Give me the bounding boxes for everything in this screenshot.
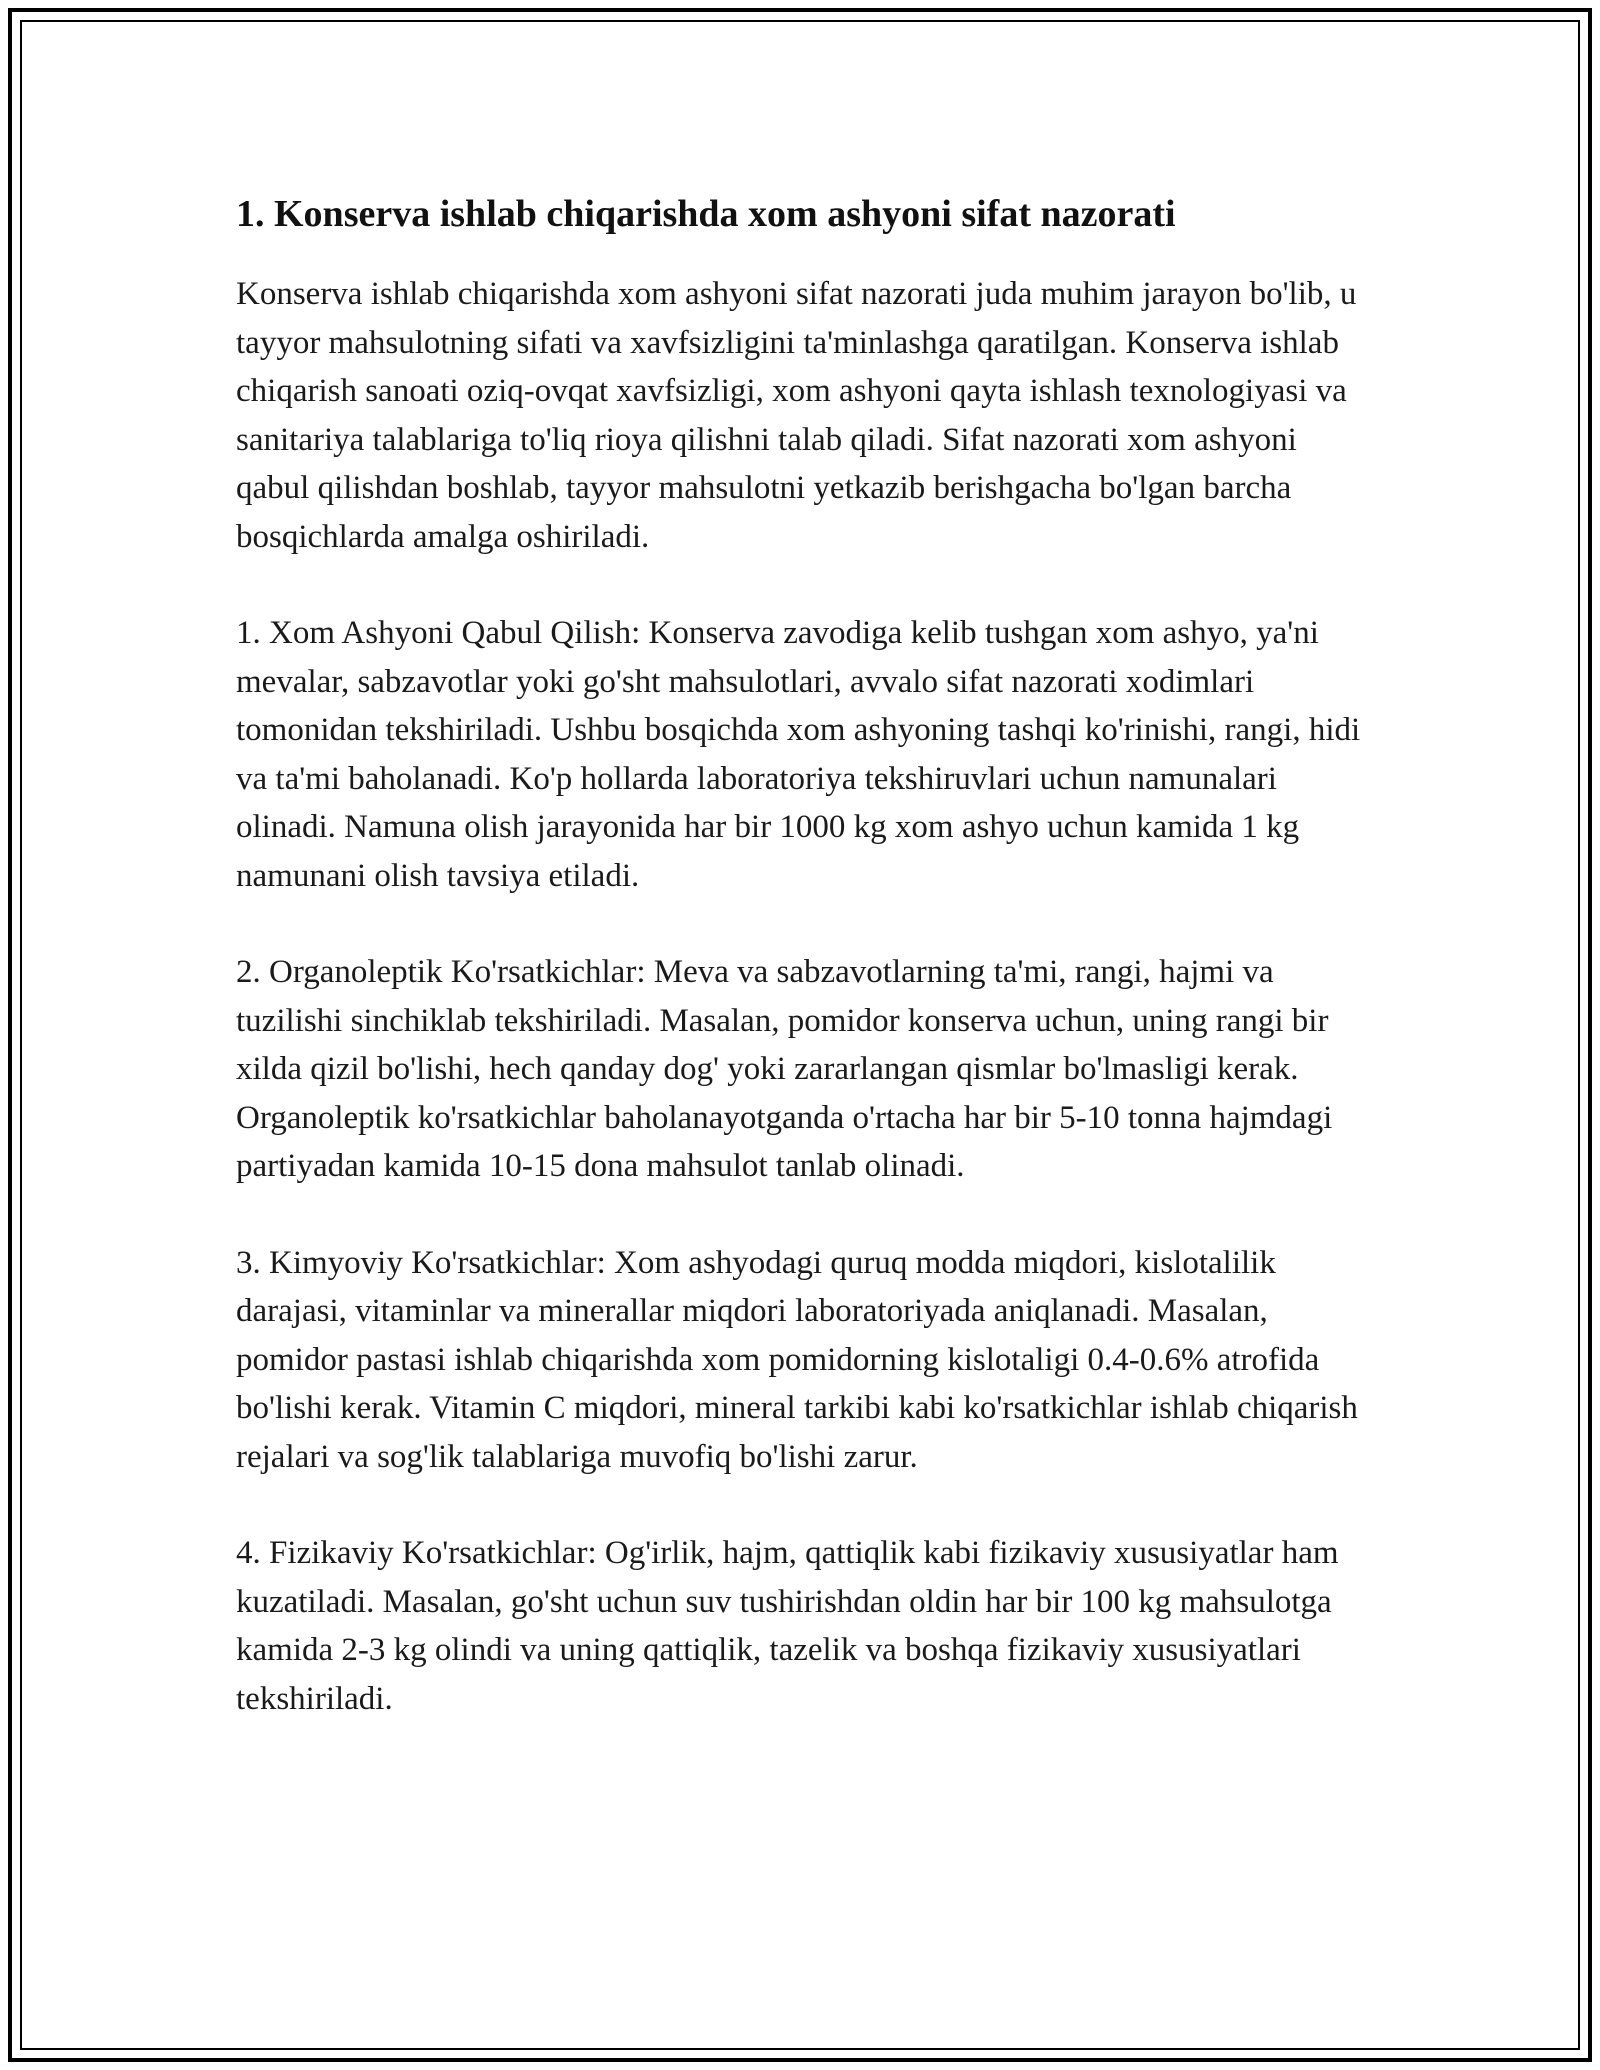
section-raw-material-intake: 1. Xom Ashyoni Qabul Qilish: Konserva zavodiga kelib tushgan xom ashyo, ya'ni mevalar, sabzavotlar yoki go'sht mahsulotlari, avvalo sifat nazorati xodimlari tomonidan tekshiriladi. Ushbu bosqichda xom ashyoning tashqi ko'rinishi, rangi, hidi va ta'mi baholanadi. Ko'p hollarda laboratoriya tekshiruvlari uchun namunalari olinadi. Namuna olish jarayonida har bir 1000 kg xom ashyo uchun kamida 1 kg namunani olish tavsiya etiladi.: [236, 615, 1361, 894]
section-organoleptic-indicators: 2. Organoleptik Ko'rsatkichlar: Meva va sabzavotlarning ta'mi, rangi, hajmi va tuzilishi sinchiklab tekshiriladi. Masalan, pomidor konserva uchun, uning rangi bir xilda qizil bo'lishi, hech qanday dog' yoki zararlangan qismlar bo'lmasligi kerak. Organoleptik ko'rsatkichlar baholanayotganda o'rtacha har bir 5-10 tonna hajmdagi partiyadan kamida 10-15 dona mahsulot tanlab olinadi.: [236, 954, 1333, 1184]
intro-paragraph: Konserva ishlab chiqarishda xom ashyoni sifat nazorati juda muhim jarayon bo'lib, u tayyor mahsulotning sifati va xavfsizligini ta'minlashga qaratilgan. Konserva ishlab chiqarish sanoati oziq-ovqat xavfsizligi, xom ashyoni qayta ishlash texnologiyasi va sanitariya talablariga to'liq rioya qilishni talab qiladi. Sifat nazorati xom ashyoni qabul qilishdan boshlab, tayyor mahsulotni yetkazib berishgacha bo'lgan barcha bosqichlarda amalga oshiriladi.: [236, 276, 1357, 555]
document-title: 1. Konserva ishlab chiqarishda xom ashyoni sifat nazorati: [236, 193, 1176, 235]
document-body: [236, 188, 1366, 1771]
section-physical-indicators: 4. Fizikaviy Ko'rsatkichlar: Og'irlik, hajm, qattiqlik kabi fizikaviy xususiyatlar ham kuzatiladi. Masalan, go'sht uchun suv tushirishdan oldin har bir 100 kg mahsulotga kamida 2-3 kg olindi va uning qattiqlik, tazelik va boshqa fizikaviy xususiyatlari tekshiriladi.: [236, 1535, 1339, 1717]
section-chemical-indicators: 3. Kimyoviy Ko'rsatkichlar: Xom ashyodagi quruq modda miqdori, kislotalilik darajasi, vitaminlar va minerallar miqdori laboratoriyada aniqlanadi. Masalan, pomidor pastasi ishlab chiqarishda xom pomidorning kislotaligi 0.4-0.6% atrofida bo'lishi kerak. Vitamin C miqdori, mineral tarkibi kabi ko'rsatkichlar ishlab chiqarish rejalari va sog'lik talablariga muvofiq bo'lishi zarur.: [236, 1244, 1358, 1475]
